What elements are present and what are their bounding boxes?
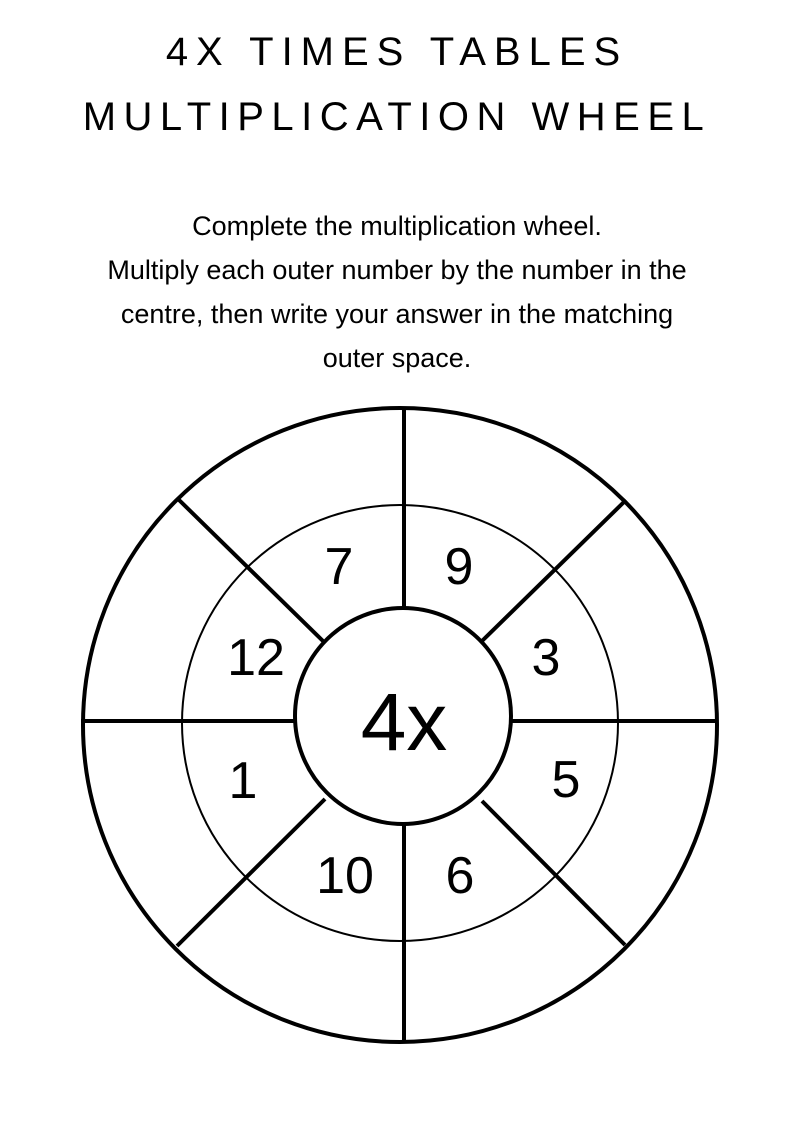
instruction-line-4: outer space. (322, 343, 472, 373)
instruction-line-3: centre, then write your answer in the matching (120, 299, 674, 329)
number-left-lower: 1 (228, 752, 258, 810)
number-top-left: 7 (324, 538, 354, 596)
number-bottom-right: 6 (445, 847, 475, 905)
centre-label: 4x (360, 677, 448, 768)
instruction-line-2: Multiply each outer number by the number in the (107, 255, 687, 285)
title-line-2: MULTIPLICATION WHEEL (82, 95, 712, 139)
number-top-right: 9 (444, 538, 474, 596)
divider-top-left (177, 498, 325, 643)
number-right-lower: 5 (551, 751, 581, 809)
number-left-upper: 12 (227, 629, 285, 687)
title-line-1: 4X TIMES TABLES (165, 30, 629, 74)
number-bottom-left: 10 (316, 847, 374, 905)
divider-top-right (482, 500, 626, 641)
divider-bottom-right (482, 801, 625, 945)
divider-bottom-left (177, 799, 325, 946)
instruction-line-1: Complete the multiplication wheel. (192, 211, 602, 241)
number-right-upper: 3 (531, 629, 561, 687)
